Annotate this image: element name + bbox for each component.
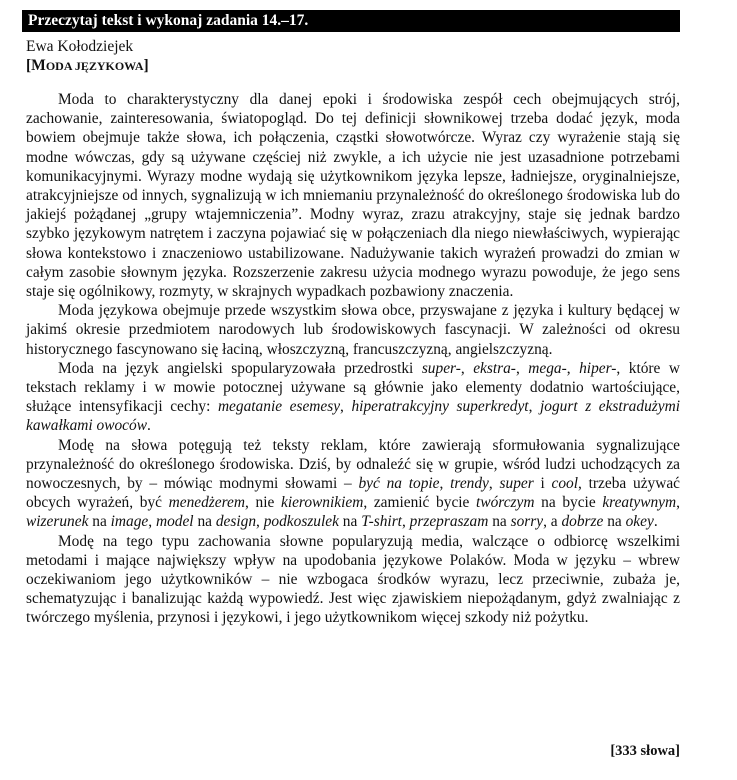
exam-page bbox=[22, 10, 680, 628]
article-title: [MODA JĘZYKOWA] bbox=[26, 57, 149, 74]
task-instruction-bar bbox=[22, 10, 680, 32]
paragraph-3: Moda na język angielski spopularyzowała przedrostki super-, ekstra-, mega-, hiper-, które w tekstach reklamy i w mowie potocznej używane są głównie jako elementy dodatnio wartościujące, służące intensyfikacji cechy: megatanie esemesy, hiperatrakcyjny superkredyt, jogurt z ekstradużymi kawałkami owoców. bbox=[26, 359, 680, 435]
word-count: [333 słowa] bbox=[610, 743, 680, 759]
paragraph-5: Modę na tego typu zachowania słowne popularyzują media, walczące o odbiorcę wszelkimi metodami i mające największy wpływ na upodobania językowe Polaków. Moda w języku – wbrew oczekiwaniom jego użytkowników – nie wzbogaca środków wyrazu, lecz przeciwnie, zubaża je, schematyzując i banalizując każdą wypowiedź. Jest więc zjawiskiem niepożądanym, gdyż zwalniając z twórczego myślenia, przynosi i językowi, i jego użytkownikom więcej szkody niż pożytku. bbox=[26, 532, 680, 627]
article-body bbox=[22, 90, 680, 628]
article-author: Ewa Kołodziejek bbox=[26, 38, 134, 55]
paragraph-4: Modę na słowa potęgują też teksty reklam, które zawierają sformułowania sygnalizujące przynależność do określonego środowiska. Dziś, by odnaleźć się w grupie, wśród ludzi uchodzących za nowoczesnych, by – mówiąc modnymi słowami – być na topie, trendy, super i cool, trzeba używać obcych wyrażeń, być menedżerem, nie kierownikiem, zamienić bycie twórczym na bycie kreatywnym, wizerunek na image, model na design, podkoszulek na T-shirt, przepraszam na sorry, a dobrze na okey. bbox=[26, 436, 680, 531]
task-instruction: Przeczytaj tekst i wykonaj zadania 14.–17. bbox=[28, 12, 309, 29]
paragraph-2: Moda językowa obejmuje przede wszystkim słowa obce, przyswajane z języka i kultury będącej w jakimś okresie przedmiotem narodowych lub środowiskowych fascynacji. W zależności od okresu historycznego fascynowano się łaciną, włoszczyzną, francuszczyzną, angielszczyzną. bbox=[26, 302, 680, 358]
paragraph-1: Moda to charakterystyczny dla danej epoki i środowiska zespół cech obejmujących strój, zachowanie, zainteresowania, światopogląd. Do tej definicji słownikowej trzeba dodać język, moda bowiem obejmuje także słowa, ich połączenia, cząstki słowotwórcze. Wyraz czy wyrażenie stają się modne wówczas, gdy są używane częściej niż zwykle, a ich użycie nie jest uzasadnione potrzebami komunikacyjnymi. Wyrazy modne wydają się użytkownikom języka lepsze, ładniejsze, oryginalniejsze, atrakcyjniejsze od innych, sygnalizują w ich mniemaniu przynależność do określonego środowiska lub do jakiejś pożądanej „grupy wtajemniczenia”. Modny wyraz, zrazu atrakcyjny, staje się jednak bardzo szybko językowym natrętem i zaczyna pojawiać się w połączeniach dla niego niewłaściwych, wypierając słowa kontekstowo i znaczeniowo ustabilizowane. Nadużywanie takich wyrażeń prowadzi do zmian w całym zasobie słownym języka. Rozszerzenie zakresu użycia modnego wyrazu powoduje, że jego sens staje się ogólnikowy, rozmyty, w skrajnych wypadkach pozbawiony znaczenia. bbox=[26, 91, 680, 301]
